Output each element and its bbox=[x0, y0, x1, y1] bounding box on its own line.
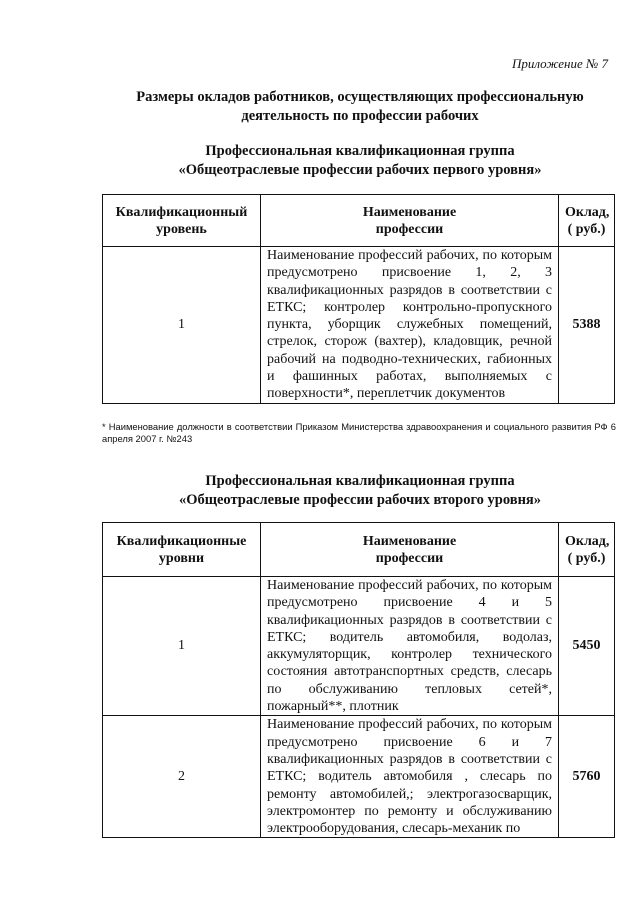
table-row bbox=[103, 247, 615, 404]
cell-level: 1 bbox=[103, 577, 261, 716]
header-salary bbox=[559, 195, 615, 247]
header-profession bbox=[261, 523, 559, 577]
header-salary-line2: ( руб.) bbox=[567, 221, 606, 237]
header-profession-line2: профессии bbox=[375, 221, 444, 237]
group1-table bbox=[102, 194, 615, 404]
header-level-line2: уровень bbox=[156, 221, 207, 237]
cell-salary: 5388 bbox=[559, 247, 615, 404]
header-level bbox=[103, 523, 261, 577]
cell-level: 2 bbox=[103, 716, 261, 838]
cell-profession: Наименование профессий рабочих, по которым предусмотрено присвоение 4 и 5 квалификационных разрядов в соответствии с ЕТКС; водитель автомобиля, водолаз, аккумуляторщик, контролер технического состояния автотранспортных средств, слесарь по обслуживанию тепловых сетей*, пожарный**, плотник bbox=[261, 577, 559, 716]
cell-level: 1 bbox=[103, 247, 261, 404]
header-level bbox=[103, 195, 261, 247]
document-title-line1: Размеры окладов работников, осуществляющих профессиональную bbox=[136, 89, 584, 105]
group2-title-line1: Профессиональная квалификационная группа bbox=[205, 473, 515, 489]
header-level-line1: Квалификационные bbox=[116, 533, 247, 549]
header-salary bbox=[559, 523, 615, 577]
document-title bbox=[60, 88, 640, 126]
header-profession-line2: профессии bbox=[375, 550, 444, 566]
header-salary-line2: ( руб.) bbox=[567, 550, 606, 566]
cell-profession: Наименование профессий рабочих, по которым предусмотрено присвоение 6 и 7 квалификационных разрядов в соответствии с ЕТКС; водитель автомобиля , слесарь по ремонту автомобилей,; электрогазосварщик, электромонтер по ремонту и обслуживанию электрооборудования, слесарь-механик по bbox=[261, 716, 559, 838]
group1-title bbox=[60, 142, 640, 180]
header-profession-line1: Наименование bbox=[362, 204, 457, 220]
group1-title-line1: Профессиональная квалификационная группа bbox=[205, 143, 515, 159]
header-profession bbox=[261, 195, 559, 247]
header-salary-line1: Оклад, bbox=[565, 533, 610, 549]
cell-salary: 5450 bbox=[559, 577, 615, 716]
group1-title-line2: «Общеотраслевые профессии рабочих первого уровня» bbox=[178, 162, 542, 178]
table-row bbox=[103, 716, 615, 838]
header-level-line2: уровни bbox=[158, 550, 205, 566]
appendix-label: Приложение № 7 bbox=[511, 56, 608, 71]
header-profession-line1: Наименование bbox=[362, 533, 457, 549]
document-title-line2: деятельность по профессии рабочих bbox=[241, 108, 479, 124]
group2-title bbox=[60, 472, 640, 510]
header-salary-line1: Оклад, bbox=[565, 204, 610, 220]
header-level-line1: Квалификационный bbox=[115, 204, 248, 220]
cell-salary: 5760 bbox=[559, 716, 615, 838]
cell-profession: Наименование профессий рабочих, по которым предусмотрено присвоение 1, 2, 3 квалификационных разрядов в соответствии с ЕТКС; контролер контрольно-пропускного пункта, уборщик служебных помещений, стрелок, сторож (вахтер), кладовщик, речной рабочий на подводно-технических, габионных и фашинных работах, выполняемых с поверхности*, переплетчик документов bbox=[261, 247, 559, 404]
table-header-row bbox=[103, 523, 615, 577]
table-header-row bbox=[103, 195, 615, 247]
group2-title-line2: «Общеотраслевые профессии рабочих второго уровня» bbox=[178, 492, 542, 508]
group2-table bbox=[102, 522, 615, 838]
footnote: * Наименование должности в соответствии Приказом Министерства здравоохранения и социального развития РФ 6 апреля 2007 г. №243 bbox=[102, 421, 616, 444]
table-row bbox=[103, 577, 615, 716]
